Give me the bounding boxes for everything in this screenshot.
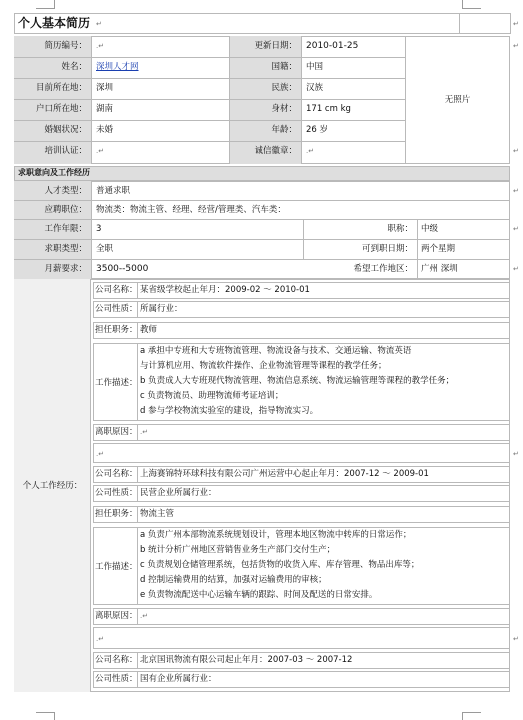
salary-value: 3500--5000 — [96, 264, 149, 274]
job2-desc-label: 工作描述： — [95, 562, 138, 572]
photo-placeholder: 无照片 — [444, 95, 471, 105]
salary-label: 月薪要求： — [44, 264, 87, 274]
basic-row-line-1 — [14, 57, 405, 58]
job1-leave-label: 离职原因： — [95, 427, 138, 437]
job3-nature-value: 国有企业所属行业： — [140, 674, 217, 684]
update-date-label: 更新日期： — [254, 41, 297, 51]
basic-col-line-3 — [301, 36, 302, 164]
job2-desc-line-d: d 控制运输费用的结算，加强对运输费用的审核； — [140, 575, 327, 585]
start-date-value: 两个星期 — [421, 244, 456, 254]
margin-mark-7: ↵ — [513, 635, 519, 643]
intent-row-line-2 — [14, 219, 510, 220]
job1-leave-row — [93, 424, 510, 441]
years-value: 3 — [96, 224, 102, 234]
job1-desc-line-a2: 与计算机应用、物流软件操作、企业物流管理等课程的教学任务； — [140, 361, 387, 371]
crop-mark-tr-h — [463, 8, 481, 9]
job-type-value: 全职 — [96, 244, 114, 254]
crop-mark-br-h — [463, 712, 481, 713]
nationality-label: 国籍： — [271, 62, 297, 72]
job2-company-value: 上海赛锦特环球科技有限公司广州运营中心起止年月：2007-12 ～ 2009-01 — [140, 469, 429, 479]
ethnicity-value: 汉族 — [306, 83, 324, 93]
margin-mark-6: ↵ — [513, 450, 519, 458]
basic-col-line-1 — [91, 36, 92, 164]
resume-no-label: 简历编号： — [44, 41, 87, 51]
job2-spacer-row — [93, 627, 510, 649]
position-value: 物流类：物流主管、经理、经营/管理类、汽车类： — [96, 205, 286, 215]
hukou-label: 户口所在地： — [35, 104, 87, 114]
hukou-value: 湖南 — [96, 104, 114, 114]
job1-desc-line-b: b 负责成人大专班现代物流管理、物流信息系统、物流运输管理等课程的教学任务； — [140, 376, 455, 386]
basic-row-line-5 — [14, 141, 405, 142]
margin-mark-2: ↵ — [513, 147, 519, 155]
job3-nature-label: 公司性质： — [95, 674, 138, 684]
age-label: 年龄： — [271, 125, 297, 135]
title-divider — [459, 13, 460, 34]
start-date-label: 可到职日期： — [361, 244, 413, 254]
job2-leave-label: 离职原因： — [95, 611, 138, 621]
job1-desc-line-a: a 承担中专班和大专班物流管理、物流设备与技术、交通运输、物流英语 — [140, 346, 412, 356]
job2-desc-line-e: e 负责物流配送中心运输车辆的跟踪、时间及配送的日常安排。 — [140, 590, 378, 600]
certification-label: 培训认证： — [44, 146, 87, 156]
resume-no-value: .↵ — [96, 42, 105, 50]
certification-value: .↵ — [96, 147, 105, 155]
job2-desc-line-a: a 负责广州本部物流系统规划设计，管理本地区物流中转库的日常运作； — [140, 530, 412, 540]
crop-mark-tl-v — [54, 0, 55, 9]
job2-leave-value: .↵ — [140, 612, 149, 620]
margin-mark-1: ↵ — [513, 42, 519, 50]
job1-leave-value: .↵ — [140, 428, 149, 436]
name-value-link[interactable]: 深圳人才网 — [96, 62, 139, 72]
job2-desc-line-c: c 负责规划仓储管理系统，包括货物的收货入库、库存管理、物品出库等； — [140, 560, 420, 570]
height-value: 171 cm kg — [306, 104, 351, 114]
credit-badge-value: .↵ — [306, 147, 315, 155]
area-value: 广州 深圳 — [421, 264, 458, 274]
marital-value: 未婚 — [96, 125, 114, 135]
crop-mark-tr-v — [462, 0, 463, 9]
name-label: 姓名： — [61, 62, 87, 72]
crop-mark-tl-h — [36, 8, 54, 9]
talent-type-value: 普通求职 — [96, 186, 131, 196]
margin-mark-5: ↵ — [513, 265, 519, 273]
marital-label: 婚姻状况： — [44, 125, 87, 135]
job1-desc-line-d: d 参与学校物流实验室的建设，指导物流实习。 — [140, 406, 319, 416]
crop-mark-bl-h — [36, 712, 54, 713]
job1-spacer-mark: .↵ — [96, 450, 105, 458]
job2-leave-row — [93, 608, 510, 625]
job2-nature-label: 公司性质： — [95, 488, 138, 498]
intent-row-line-4 — [14, 259, 510, 260]
job2-desc-line-b: b 统计分析广州地区营销售业务生产部门交付生产； — [140, 545, 336, 555]
job-type-label: 求职类型： — [44, 244, 87, 254]
experience-label: 个人工作经历： — [22, 481, 83, 491]
paragraph-mark: ↵ — [96, 20, 102, 28]
intent-col-line-3 — [417, 219, 418, 279]
job1-desc-label: 工作描述： — [95, 378, 138, 388]
job-title-label: 职称： — [387, 224, 413, 234]
height-label: 身材： — [271, 104, 297, 114]
job1-role-value: 教师 — [140, 325, 158, 335]
intent-row-line-1 — [14, 200, 510, 201]
age-value: 26 岁 — [306, 125, 329, 135]
job2-role-value: 物流主管 — [140, 509, 175, 519]
basic-row-line-2 — [14, 78, 405, 79]
crop-mark-br-v — [462, 712, 463, 720]
job1-company-value: 某省级学校起止年月：2009-02 ～ 2010-01 — [140, 285, 310, 295]
basic-row-line-3 — [14, 99, 405, 100]
current-location-value: 深圳 — [96, 83, 114, 93]
update-date-value: 2010-01-25 — [306, 41, 359, 51]
job1-desc-line-c: c 负责物流员、助理物流师考证培训； — [140, 391, 284, 401]
job2-spacer-mark: .↵ — [96, 635, 105, 643]
job2-nature-value: 民营企业所属行业： — [140, 488, 217, 498]
job2-company-label: 公司名称： — [95, 469, 138, 479]
job1-company-label: 公司名称： — [95, 285, 138, 295]
intent-section-title: 求职意向及工作经历 — [18, 168, 90, 177]
job2-role-label: 担任职务： — [95, 509, 138, 519]
position-label: 应聘职位： — [44, 205, 87, 215]
crop-mark-bl-v — [54, 712, 55, 720]
job1-spacer-row — [93, 443, 510, 463]
ethnicity-label: 民族： — [271, 83, 297, 93]
nationality-value: 中国 — [306, 62, 324, 72]
basic-row-line-4 — [14, 120, 405, 121]
talent-type-label: 人才类型： — [44, 186, 87, 196]
intent-row-line-3 — [14, 239, 510, 240]
job3-company-value: 北京国讯物流有限公司起止年月：2007-03 ～ 2007-12 — [140, 655, 353, 665]
area-label: 希望工作地区： — [353, 264, 413, 274]
intent-col-line — [91, 181, 92, 279]
credit-badge-label: 诚信徽章： — [254, 146, 297, 156]
job3-company-label: 公司名称： — [95, 655, 138, 665]
page-title: 个人基本简历 — [18, 16, 91, 30]
margin-mark-3: ↵ — [513, 187, 519, 195]
job1-role-label: 担任职务： — [95, 325, 138, 335]
years-label: 工作年限： — [44, 224, 87, 234]
job1-nature-value: 所属行业： — [140, 304, 183, 314]
job1-nature-label: 公司性质： — [95, 304, 138, 314]
side-mark: ↵ — [513, 20, 519, 28]
margin-mark-4: ↵ — [513, 225, 519, 233]
current-location-label: 目前所在地： — [35, 83, 87, 93]
job-title-value: 中级 — [421, 224, 439, 234]
